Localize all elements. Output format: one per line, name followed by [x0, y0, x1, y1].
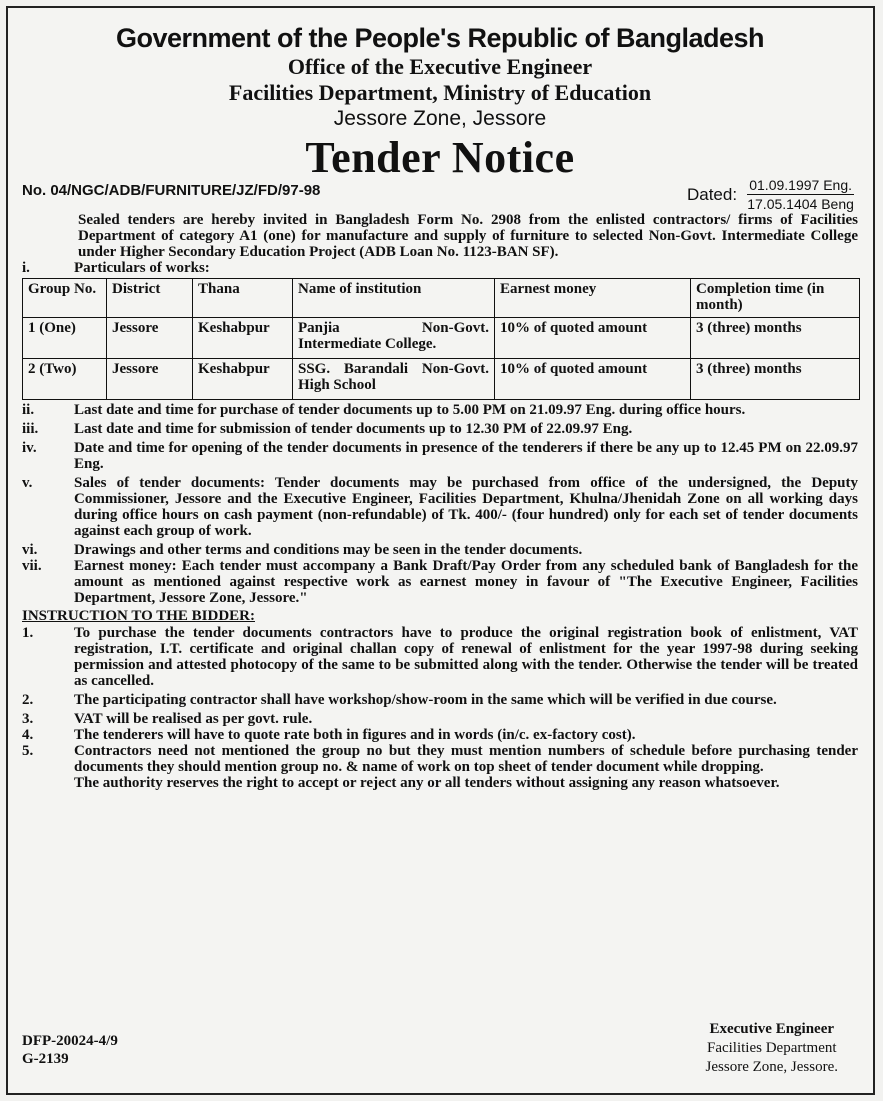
clause-num: v. [22, 475, 33, 491]
cell-district: Jessore [107, 318, 193, 359]
clause-item [22, 475, 858, 539]
notice-body [22, 16, 858, 1075]
instruction-num: 4. [22, 727, 34, 743]
instruction-item [22, 625, 858, 689]
col-group-no: Group No. [23, 279, 107, 318]
instruction-item [22, 727, 858, 743]
clause-text: Date and time for opening of the tender documents in presence of the tenderers if there be any up to 12.45 PM on 22.09.97 Eng. [74, 440, 858, 472]
col-institution: Name of institution [293, 279, 495, 318]
clause-text: Drawings and other terms and conditions may be seen in the tender documents. [74, 542, 583, 558]
instruction-num: 1. [22, 625, 34, 641]
cell-group: 1 (One) [23, 318, 107, 359]
notice-footer [22, 1020, 860, 1090]
notice-title: Tender Notice [305, 133, 575, 182]
g-code: G-2139 [22, 1051, 69, 1067]
date-block [687, 176, 854, 213]
signatory-block [706, 1020, 838, 1077]
reference-number: No. 04/NGC/ADB/FURNITURE/JZ/FD/97-98 [22, 182, 321, 199]
clauses-list [22, 402, 858, 606]
clause-item [22, 402, 858, 418]
signatory-department: Facilities Department [706, 1040, 837, 1056]
cell-institution: SSG. Barandali Non-Govt. High School [293, 359, 495, 400]
cell-completion: 3 (three) months [691, 318, 860, 359]
cell-completion: 3 (three) months [691, 359, 860, 400]
particulars-label: Particulars of works: [74, 260, 210, 276]
clause-num: ii. [22, 402, 35, 418]
instruction-item [22, 711, 858, 727]
instruction-text: Contractors need not mentioned the group no but they must mention numbers of schedule before purchasing tender documents they should mention group no. & name of work on top sheet of tender document while dropping. [74, 743, 858, 775]
date-beng: 17.05.1404 Beng [747, 196, 854, 212]
tender-notice-page [6, 6, 875, 1095]
col-district: District [107, 279, 193, 318]
clause-num: iv. [22, 440, 37, 456]
signatory-title: Executive Engineer [709, 1021, 835, 1037]
dfp-code: DFP-20024-4/9 [22, 1033, 118, 1049]
closing-statement [22, 775, 858, 791]
instructions-heading: INSTRUCTION TO THE BIDDER: [22, 608, 255, 624]
clause-num: vi. [22, 542, 38, 558]
instruction-text: VAT will be realised as per govt. rule. [74, 711, 313, 727]
clause-num: iii. [22, 421, 39, 437]
instruction-item [22, 692, 858, 708]
col-completion-time: Completion time (in month) [691, 279, 860, 318]
instruction-num: 5. [22, 743, 34, 759]
works-table [22, 278, 860, 400]
col-thana: Thana [193, 279, 293, 318]
cell-earnest-money: 10% of quoted amount [495, 359, 691, 400]
table-row [23, 359, 860, 400]
cell-earnest-money: 10% of quoted amount [495, 318, 691, 359]
dated-label: Dated: [686, 184, 738, 204]
instruction-num: 3. [22, 711, 34, 727]
date-eng: 01.09.1997 Eng. [749, 177, 852, 193]
department-heading: Facilities Department, Ministry of Education [228, 80, 652, 105]
reference-row [22, 177, 858, 224]
clause-num: vii. [22, 558, 42, 574]
clause-text: Last date and time for submission of tender documents up to 12.30 PM of 22.09.97 Eng. [74, 421, 633, 437]
clause-text: Sales of tender documents: Tender documents may be purchased from office of the undersigned, the Deputy Commissioner, Jessore and the Executive Engineer, Facilities Department, Khulna/Jhenidah Zone on all working days during office hours on cash payment (non-refundable) of Tk. 400/- (four hundred) only for each set of tender documents against each group of work. [74, 475, 858, 539]
cell-institution: Panjia Non-Govt. Intermediate College. [293, 318, 495, 359]
signatory-zone: Jessore Zone, Jessore. [705, 1059, 838, 1075]
intro-paragraph: Sealed tenders are hereby invited in Bangladesh Form No. 2908 from the enlisted contractors/ firms of Facilities Department of category A1 (one) for manufacture and supply of furniture to selected Non-Govt. Intermediate College under Higher Secondary Education Project (ADB Loan No. 1123-BAN SF). [78, 212, 858, 260]
clause-text: Earnest money: Each tender must accompany a Bank Draft/Pay Order from any scheduled bank of Bangladesh for the amount as mentioned against respective work as earnest money in favour of "The Executive Engineer, Facilities Department, Jessore Zone, Jessore." [74, 558, 858, 606]
instruction-text: The tenderers will have to quote rate both in figures and in words (in/c. ex-factory cost). [74, 727, 636, 743]
cell-thana: Keshabpur [193, 318, 293, 359]
date-values [747, 176, 854, 213]
government-heading: Government of the People's Republic of Bangladesh [115, 23, 765, 53]
instruction-text: The participating contractor shall have workshop/show-room in the same which will be verified in due course. [74, 692, 777, 708]
closing-text: The authority reserves the right to accept or reject any or all tenders without assigning any reason whatsoever. [74, 775, 780, 791]
clause-text: Last date and time for purchase of tender documents up to 5.00 PM on 21.09.97 Eng. during office hours. [74, 402, 746, 418]
particulars-heading [22, 260, 858, 276]
instructions-list [22, 625, 858, 791]
table-header-row [23, 279, 860, 318]
instruction-num: 2. [22, 692, 34, 708]
table-row [23, 318, 860, 359]
cell-district: Jessore [107, 359, 193, 400]
office-heading: Office of the Executive Engineer [287, 54, 593, 79]
instruction-text: To purchase the tender documents contractors have to produce the original registration book of enlistment, VAT registration, I.T. certificate and original challan copy of renewal of enlistment for the year 1997-98 during seeking permission and attested photocopy of the same to be submitted along with the tender. Otherwise the tender will be treated as cancelled. [74, 625, 858, 689]
clause-item [22, 440, 858, 472]
publication-codes [22, 1032, 118, 1068]
col-earnest-money: Earnest money [495, 279, 691, 318]
clause-item [22, 558, 858, 606]
particulars-num: i. [22, 260, 30, 276]
instruction-item [22, 743, 858, 775]
cell-thana: Keshabpur [193, 359, 293, 400]
zone-heading: Jessore Zone, Jessore [333, 107, 547, 130]
clause-item [22, 542, 858, 558]
cell-group: 2 (Two) [23, 359, 107, 400]
clause-item [22, 421, 858, 437]
